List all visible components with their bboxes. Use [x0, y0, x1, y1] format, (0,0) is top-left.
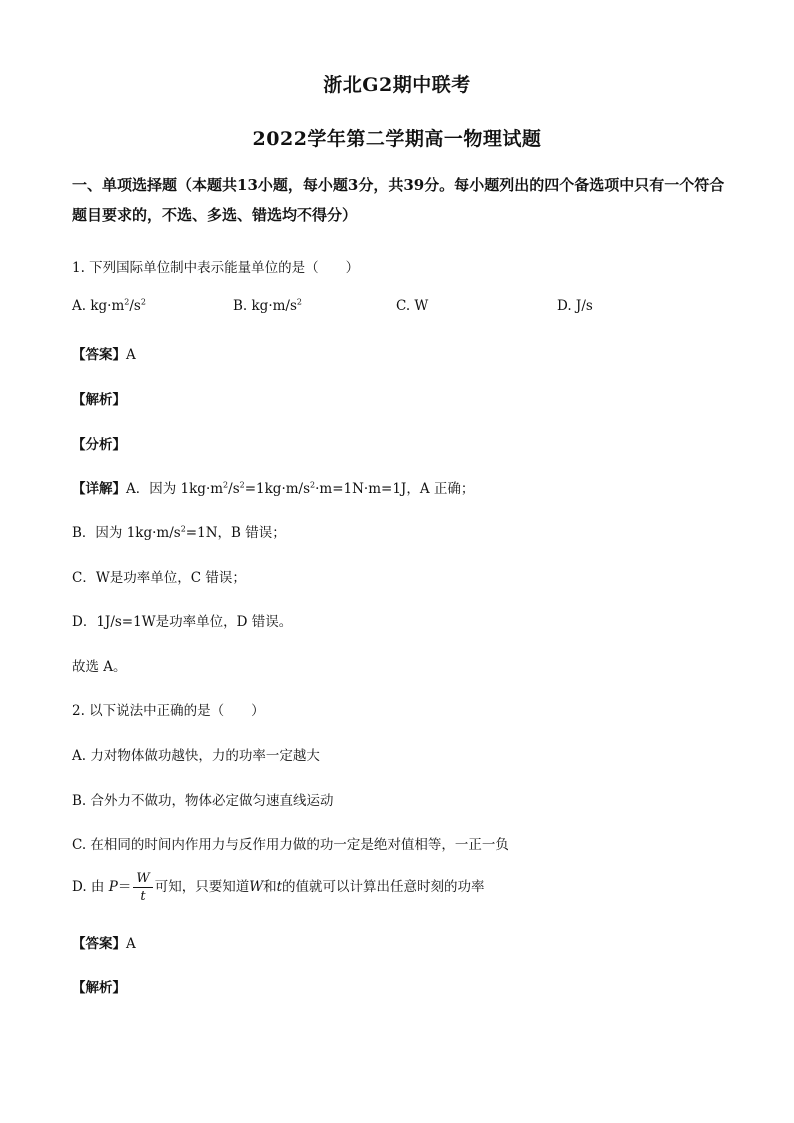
q1-fenxi-label: 【分析】: [72, 437, 126, 453]
q2-option-b: B. 合外力不做功，物体必定做匀速直线运动: [72, 793, 334, 809]
q2-answer: 【答案】A: [72, 936, 136, 952]
q1-detail-d: D．1J/s=1W是功率单位，D 错误。: [72, 614, 293, 630]
question-2-stem: 2. 以下说法中正确的是（ ）: [72, 703, 265, 719]
q1-answer: 【答案】A: [72, 347, 136, 363]
q2-option-d: D. 由 P＝ $\frac{W}{t}$ 可知，只要知道W和t的值就可以计算出任意时刻的功率: [72, 871, 485, 904]
q1-detail-a: 【详解】A．因为 $1kg\cdot m^2/s^2=1kg\cdot m/s^2\cdot m=1N\cdot m=1J$，A 正确；: [72, 480, 475, 497]
q1-analysis-label: 【解析】: [72, 392, 126, 408]
q1-option-c: C. W: [396, 298, 429, 314]
q1-detail-c: C．W是功率单位，C 错误；: [72, 570, 246, 586]
q1-conclusion: 故选 A。: [72, 659, 127, 675]
q1-option-b: B. $kg\cdot m/s^2$: [233, 297, 302, 314]
q2-option-a: A. 力对物体做功越快，力的功率一定越大: [72, 748, 320, 764]
q1-option-a: A. $kg\cdot m^2/s^2$: [72, 297, 146, 314]
q2-analysis-label: 【解析】: [72, 980, 126, 996]
section-heading: 一、单项选择题（本题共13小题，每小题3分，共39分。每小题列出的四个备选项中只有一个符合题目要求的，不选、多选、错选均不得分）: [72, 176, 725, 224]
exam-title: 浙北G2期中联考: [323, 74, 471, 96]
q1-detail-b: B．因为 $1kg\cdot m/s^2=1N$，B 错误；: [72, 524, 286, 541]
question-1-stem: 1. 下列国际单位制中表示能量单位的是（ ）: [72, 260, 360, 276]
power-formula-fraction: $\frac{W}{t}$: [133, 872, 152, 903]
exam-subtitle: 2022学年第二学期高一物理试题: [252, 128, 542, 150]
q1-option-d: D. J/s: [557, 298, 593, 314]
q2-option-c: C. 在相同的时间内作用力与反作用力做的功一定是绝对值相等，一正一负: [72, 837, 509, 853]
